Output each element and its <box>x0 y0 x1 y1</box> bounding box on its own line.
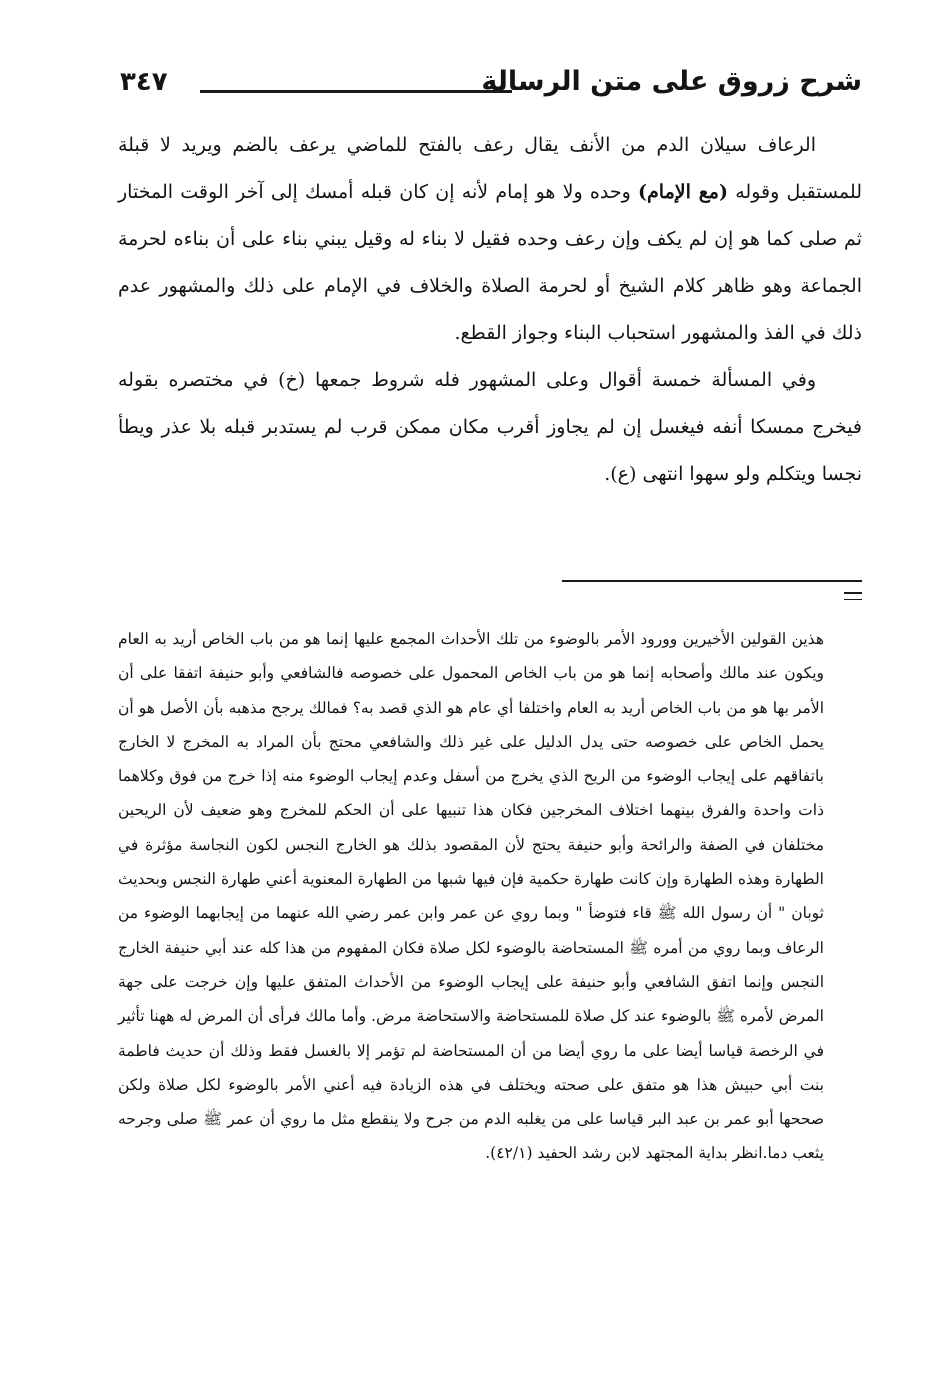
page-number: ٣٤٧ <box>120 67 168 97</box>
main-text <box>118 122 862 498</box>
footnote <box>118 622 824 1171</box>
footnote-continuation-mark <box>844 592 862 604</box>
paragraph-1-text-b: وحده ولا هو إمام لأنه إن كان قبله أمسك إلى آخر الوقت المختار ثم صلى كما هو إن لم يكف وإن رعف وحده فقيل لا بناء له وقيل يبني بناء على أن بناءه لحرمة الجماعة وهو ظاهر كلام الشيخ أو لحرمة الصلاة والخلاف في الإمام على ذلك والمشهور عدم ذلك في الفذ والمشهور استحباب البناء وجواز القطع. <box>118 181 862 344</box>
header-rule <box>200 90 512 93</box>
running-title: شرح زروق على متن الرسالة <box>481 66 862 97</box>
quoted-matn-phrase: (مع الإمام) <box>638 181 728 203</box>
footnote-text: هذين القولين الأخيرين وورود الأمر بالوضوء من تلك الأحداث المجمع عليها إنما هو من باب الخاص أريد به العام ويكون عند مالك وأصحابه إنما هو من باب الخاص المحمول على خصوصه فالشافعي وأبو حنيفة اتفقا على أن الأمر بها هو من باب الخاص أريد به العام واختلفا أي عام هو الذي قصد به؟ فمالك يرجح مذهبه بأن الأصل هو أن يحمل الخاص على خصوصه حتى يدل الدليل على غير ذلك والشافعي محتج بأن المراد به المخرج لا الخارج باتفاقهم على إيجاب الوضوء من الريح الذي يخرج من أسفل وعدم إيجاب الوضوء منه إذا خرج من فوق وكلاهما ذات واحدة والفرق بينهما اختلاف المخرجين فكان هذا تنبيها على أن الحكم للمخرج وهو ضعيف لأن الريحين مختلفان في الصفة والرائحة وأبو حنيفة يحتج لأن المقصود بذلك هو الخارج النجس لكون النجاسة مؤثرة في الطهارة وهذه الطهارة وإن كانت طهارة حكمية فإن فيها شبها من الطهارة المعنوية أعني طهارة النجس وبحديث ثوبان " أن رسول الله ﷺ قاء فتوضأ " وبما روي عن عمر وابن عمر رضي الله عنهما من إيجابهما الوضوء من الرعاف وبما روي من أمره ﷺ المستحاضة بالوضوء لكل صلاة فكان المفهوم من هذا كله عند أبي حنيفة الخارج النجس وإنما اتفق الشافعي وأبو حنيفة على إيجاب الوضوء من الأحداث المتفق عليها وإن خرجت على جهة المرض لأمره ﷺ بالوضوء عند كل صلاة للمستحاضة والاستحاضة مرض. وأما مالك فرأى أن المرض له ههنا تأثير في الرخصة قياسا أيضا على ما روي أيضا من أن المستحاضة لم تؤمر إلا بالغسل فقط وذلك أن حديث فاطمة بنت أبي حبيش هذا هو متفق على صحته ويختلف في هذه الزيادة فيه أعني الأمر بالوضوء لكل صلاة ولكن صححها أبو عمر بن عبد البر قياسا على من يغلبه الدم من جرح ولا ينقطع مثل ما روي أن عمر ﷺ صلى وجرحه يثعب دما.انظر بداية المجتهد لابن رشد الحفيد (٤٢/١). <box>118 630 824 1163</box>
footnote-separator <box>562 580 862 582</box>
main-paragraph-1 <box>118 122 862 357</box>
paragraph-1-text-a: الرعاف سيلان الدم من الأنف يقال رعف بالفتح للماضي يرعف بالضم ويريد لا قبلة للمستقبل وقوله <box>118 134 862 203</box>
page-header <box>120 58 862 108</box>
main-paragraph-2: وفي المسألة خمسة أقوال وعلى المشهور فله شروط جمعها (خ) في مختصره بقوله فيخرج ممسكا أنفه فيغسل إن لم يجاوز أقرب مكان ممكن قرب لم يستدبر قبله بلا عذر ويطأ نجسا ويتكلم ولو سهوا انتهى (ع). <box>118 369 862 485</box>
